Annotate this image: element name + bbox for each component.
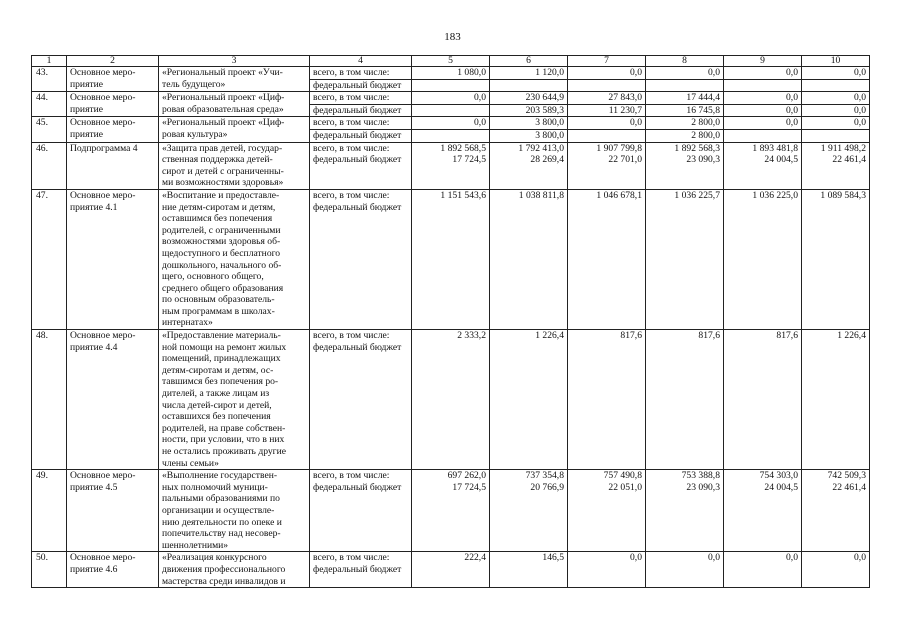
federal-value [727,564,798,576]
activity-name-line: ной помощи на ремонт жилых [162,341,287,353]
value-cell [724,330,802,470]
federal-value [571,342,642,354]
activity-name-line: нию деятельности по опеке и [162,516,282,528]
value-cell [724,189,802,329]
value-cell [724,142,802,189]
federal-value [493,564,564,576]
funding-federal-label: федеральный бюджет [313,79,402,91]
federal-value [415,564,486,576]
total-value: 742 509,3 [827,470,866,482]
row-number-cell [32,470,67,552]
activity-type-line: Основное меро- [70,330,136,342]
column-header: 5 [412,56,490,67]
activity-name-line: ровая образовательная среда» [162,103,284,115]
row-number-cell [32,67,67,92]
total-value: 1 120,0 [490,67,567,80]
value-cell [412,330,490,470]
activity-type-line: Основное меро- [70,67,136,78]
total-value: 0,0 [568,67,645,80]
total-value: 0,0 [786,552,798,564]
federal-value [727,202,798,214]
total-value: 0,0 [802,67,869,80]
total-value: 3 800,0 [490,117,567,130]
federal-value [415,202,486,214]
total-value: 1 038 811,8 [518,189,564,201]
activity-name-line: щего, основного общего, [162,271,264,283]
column-header: 8 [646,56,724,67]
activity-name-line: «Региональный проект «Циф- [162,117,285,129]
total-value: 697 262,0 [447,470,486,482]
activity-name-line: тавшимся без попечения ро- [162,376,279,388]
row-number: 44. [36,92,48,104]
value-cell [802,470,870,552]
total-value: 1 892 568,3 [674,142,720,154]
row-number-cell [32,330,67,470]
total-value: 230 644,9 [490,92,567,105]
activity-name-line: «Предоставление материаль- [162,330,281,342]
value-cell [412,189,490,329]
activity-name-line: «Воспитание и предоставле- [162,189,280,201]
activity-name-line: «Региональный проект «Учи- [162,67,283,78]
federal-value: 3 800,0 [535,129,564,141]
activity-type-cell [67,470,159,552]
total-value: 1 911 498,2 [820,142,866,154]
total-value: 17 444,4 [646,92,723,105]
total-value: 757 490,8 [603,470,642,482]
activity-type-line: приятие 4.5 [70,481,118,493]
federal-value [649,202,720,214]
column-number-row [32,56,870,67]
row-number-cell [32,92,67,117]
federal-value [493,202,564,214]
column-header: 1 [32,56,67,67]
value-cell [490,142,568,189]
value-cell [412,142,490,189]
table-row [32,67,870,92]
value-cell [724,117,802,142]
table-row [32,470,870,552]
federal-value: 22 461,4 [832,481,866,493]
activity-name-line: попечительству над несовер- [162,528,281,540]
column-header: 2 [67,56,159,67]
activity-name-line: пальными образованиями по [162,493,280,505]
table-row [32,92,870,117]
table-row [32,142,870,189]
column-header: 6 [490,56,568,67]
total-value: 817,6 [776,330,798,342]
funding-total-label: всего, в том числе: [313,470,390,482]
total-value: 1 892 568,5 [440,142,486,154]
total-value: 0,0 [412,117,489,130]
funding-total-label: всего, в том числе: [313,552,390,564]
funding-total-label: всего, в том числе: [313,142,390,154]
funding-total-label: всего, в том числе: [310,92,411,105]
value-cell [646,117,724,142]
value-cell [802,189,870,329]
total-value: 0,0 [412,92,489,105]
activity-name-line: числа детей-сирот и детей, [162,399,272,411]
activity-name-line: движения профессионального [162,563,286,575]
value-cell [724,470,802,552]
value-cell [412,470,490,552]
activity-name-line: помещений, принадлежащих [162,353,281,365]
funding-federal-label: федеральный бюджет [313,201,402,213]
activity-type-line: приятие 4.4 [70,341,118,353]
activity-name-cell [159,552,310,588]
table-row [32,189,870,329]
activity-name-cell [159,67,310,92]
value-cell [568,330,646,470]
funding-source-cell [310,92,412,117]
value-cell [646,552,724,588]
activity-type-line: Основное меро- [70,117,136,129]
funding-federal-label: федеральный бюджет [313,341,402,353]
funding-federal-label: федеральный бюджет [313,563,402,575]
activity-type-cell [67,189,159,329]
total-value: 0,0 [708,552,720,564]
activity-type-cell [67,117,159,142]
value-cell [646,189,724,329]
activity-type-cell [67,67,159,92]
value-cell [568,470,646,552]
activity-name-line: ми возможностями здоровья» [162,177,284,189]
funding-source-cell [310,117,412,142]
activity-name-line: «Региональный проект «Циф- [162,92,285,104]
total-value: 1 036 225,0 [752,189,798,201]
table-body [32,56,870,588]
total-value: 0,0 [724,117,801,130]
total-value: 27 843,0 [568,92,645,105]
activity-name-line: не остались проживать другие [162,446,286,457]
total-value: 0,0 [802,117,869,130]
federal-value [805,342,866,354]
total-value: 1 046 678,1 [596,189,642,201]
row-number: 47. [36,189,48,201]
value-cell [802,117,870,142]
federal-value [571,564,642,576]
federal-value: 2 800,0 [691,129,720,141]
column-header: 9 [724,56,802,67]
federal-value: 23 090,3 [686,481,720,493]
value-cell [490,189,568,329]
funding-total-label: всего, в том числе: [310,67,411,80]
activity-type-line: Основное меро- [70,189,136,201]
activity-type-line: приятие 4.1 [70,201,118,213]
total-value: 1 907 799,8 [596,142,642,154]
value-cell [412,117,490,142]
total-value: 1 226,4 [535,330,564,342]
federal-value: 17 724,5 [452,481,486,493]
value-cell [802,330,870,470]
activity-name-line: члены семьи» [162,457,219,469]
value-cell [412,92,490,117]
federal-value [805,202,866,214]
funding-total-label: всего, в том числе: [313,330,390,342]
activity-name-line: родителей, на праве собствен- [162,422,286,434]
activity-type-line: приятие [70,78,104,90]
row-number: 48. [36,330,48,342]
activity-name-line: по основным образователь- [162,294,275,306]
activity-name-line: ных полномочий муници- [162,481,268,493]
value-cell [490,67,568,92]
value-cell [568,92,646,117]
activity-name-line: «Реализация конкурсного [162,552,267,564]
funding-total-label: всего, в том числе: [313,189,390,201]
row-number-cell [32,189,67,329]
total-value: 222,4 [464,552,486,564]
row-number: 50. [36,552,48,564]
total-value: 1 792 413,0 [518,142,564,154]
row-number-cell [32,117,67,142]
row-number-cell [32,552,67,588]
federal-value: 24 004,5 [764,154,798,166]
value-cell [568,67,646,92]
total-value: 737 354,8 [525,470,564,482]
value-cell [568,142,646,189]
federal-value: 11 230,7 [608,104,642,116]
value-cell [490,330,568,470]
activity-name-cell [159,330,310,470]
value-cell [646,92,724,117]
activity-name-line: щедоступного и бесплатного [162,247,281,259]
value-cell [724,552,802,588]
value-cell [568,189,646,329]
funding-federal-label: федеральный бюджет [313,129,402,141]
activity-type-cell [67,142,159,189]
federal-value: 22 461,4 [832,154,866,166]
total-value: 1 151 543,6 [440,189,486,201]
funding-federal-label: федеральный бюджет [313,481,402,493]
total-value: 0,0 [854,552,866,564]
federal-value [649,342,720,354]
activity-name-line: ным программам в школах- [162,305,275,317]
funding-source-cell [310,470,412,552]
column-header: 4 [310,56,412,67]
funding-source-cell [310,142,412,189]
federal-value: 22 701,0 [608,154,642,166]
total-value: 1 080,0 [412,67,489,80]
value-cell [724,92,802,117]
activity-name-line: сирот и детей с ограниченны- [162,165,284,177]
value-cell [646,142,724,189]
activity-name-cell [159,142,310,189]
value-cell [802,92,870,117]
activity-name-line: детям-сиротам и детям, ос- [162,364,274,376]
funding-federal-label: федеральный бюджет [313,154,402,166]
funding-total-label: всего, в том числе: [310,117,411,130]
value-cell [802,142,870,189]
activity-type-line: приятие [70,103,104,115]
activity-name-line: ственная поддержка детей- [162,154,273,166]
activity-type-line: Основное меро- [70,92,136,104]
federal-value: 22 051,0 [608,481,642,493]
total-value: 753 388,8 [681,470,720,482]
value-cell [646,470,724,552]
total-value: 0,0 [724,92,801,105]
activity-type-line: Основное меро- [70,470,136,482]
total-value: 0,0 [724,67,801,80]
total-value: 2 800,0 [646,117,723,130]
activity-type-line: Основное меро- [70,552,136,564]
value-cell [802,552,870,588]
value-cell [490,117,568,142]
total-value: 2 333,2 [457,330,486,342]
column-header: 3 [159,56,310,67]
federal-value: 24 004,5 [764,481,798,493]
activity-name-cell [159,189,310,329]
federal-value [805,564,866,576]
activity-name-line: родителей, с ограниченными [162,224,281,236]
table-row [32,330,870,470]
federal-value: 20 766,9 [530,481,564,493]
federal-value: 17 724,5 [452,154,486,166]
funding-source-cell [310,330,412,470]
total-value: 146,5 [542,552,564,564]
activity-name-line: шеннолетними» [162,539,229,551]
row-number: 45. [36,117,48,129]
value-cell [646,67,724,92]
funding-source-cell [310,67,412,92]
row-number-cell [32,142,67,189]
federal-value: 28 269,4 [530,154,564,166]
federal-value: 23 090,3 [686,154,720,166]
activity-name-line: среднего общего образования [162,282,284,294]
activity-type-line: приятие 4.6 [70,563,118,575]
value-cell [412,552,490,588]
total-value: 817,6 [620,330,642,342]
row-number: 43. [36,67,48,78]
activity-type-cell [67,92,159,117]
value-cell [490,470,568,552]
activity-name-line: оставшихся без попечения [162,411,271,423]
activity-name-line: организации и осуществле- [162,504,275,516]
total-value: 1 036 225,7 [674,189,720,201]
federal-value [571,202,642,214]
activity-name-line: «Выполнение государствен- [162,470,278,482]
activity-name-line: тель будущего» [162,78,226,90]
federal-value: 0,0 [854,104,866,116]
activity-name-line: оставшимся без попечения [162,213,273,225]
activity-name-cell [159,117,310,142]
total-value: 1 089 584,3 [820,189,866,201]
table-row [32,552,870,588]
column-header: 10 [802,56,870,67]
federal-value [649,564,720,576]
federal-value [727,342,798,354]
total-value: 0,0 [568,117,645,130]
table-row [32,117,870,142]
federal-value [415,342,486,354]
column-header: 7 [568,56,646,67]
activity-type-cell [67,330,159,470]
total-value: 0,0 [630,552,642,564]
federal-value: 16 745,8 [686,104,720,116]
federal-value [493,342,564,354]
funding-federal-label: федеральный бюджет [313,104,402,116]
row-number: 46. [36,142,48,154]
activity-name-line: дошкольного, начального об- [162,259,282,271]
activity-name-line: ние детям-сиротам и детям, [162,201,276,213]
activity-name-line: возможностями здоровья об- [162,236,281,248]
activity-name-cell [159,92,310,117]
federal-value: 203 589,3 [525,104,564,116]
activity-name-line: «Защита прав детей, государ- [162,142,283,154]
activity-type-line: приятие [70,128,104,140]
page-number: 183 [444,31,461,43]
value-cell [412,67,490,92]
activity-type-cell [67,552,159,588]
total-value: 1 893 481,8 [752,142,798,154]
budget-table [31,55,870,588]
activity-type-line: Подпрограмма 4 [70,142,138,154]
total-value: 817,6 [698,330,720,342]
value-cell [568,552,646,588]
federal-value: 0,0 [786,104,798,116]
activity-name-line: дителей, а также лицам из [162,388,270,400]
activity-name-line: ности, при условии, что в них [162,434,285,446]
value-cell [490,92,568,117]
funding-source-cell [310,189,412,329]
activity-name-line: ровая культура» [162,128,228,140]
total-value: 1 226,4 [837,330,866,342]
value-cell [646,330,724,470]
activity-name-line: мастерства среди инвалидов и [162,575,286,587]
value-cell [802,67,870,92]
row-number: 49. [36,470,48,482]
total-value: 0,0 [646,67,723,80]
total-value: 0,0 [802,92,869,105]
activity-name-line: интернатах» [162,317,213,329]
value-cell [724,67,802,92]
activity-name-cell [159,470,310,552]
value-cell [568,117,646,142]
total-value: 754 303,0 [759,470,798,482]
funding-source-cell [310,552,412,588]
value-cell [490,552,568,588]
